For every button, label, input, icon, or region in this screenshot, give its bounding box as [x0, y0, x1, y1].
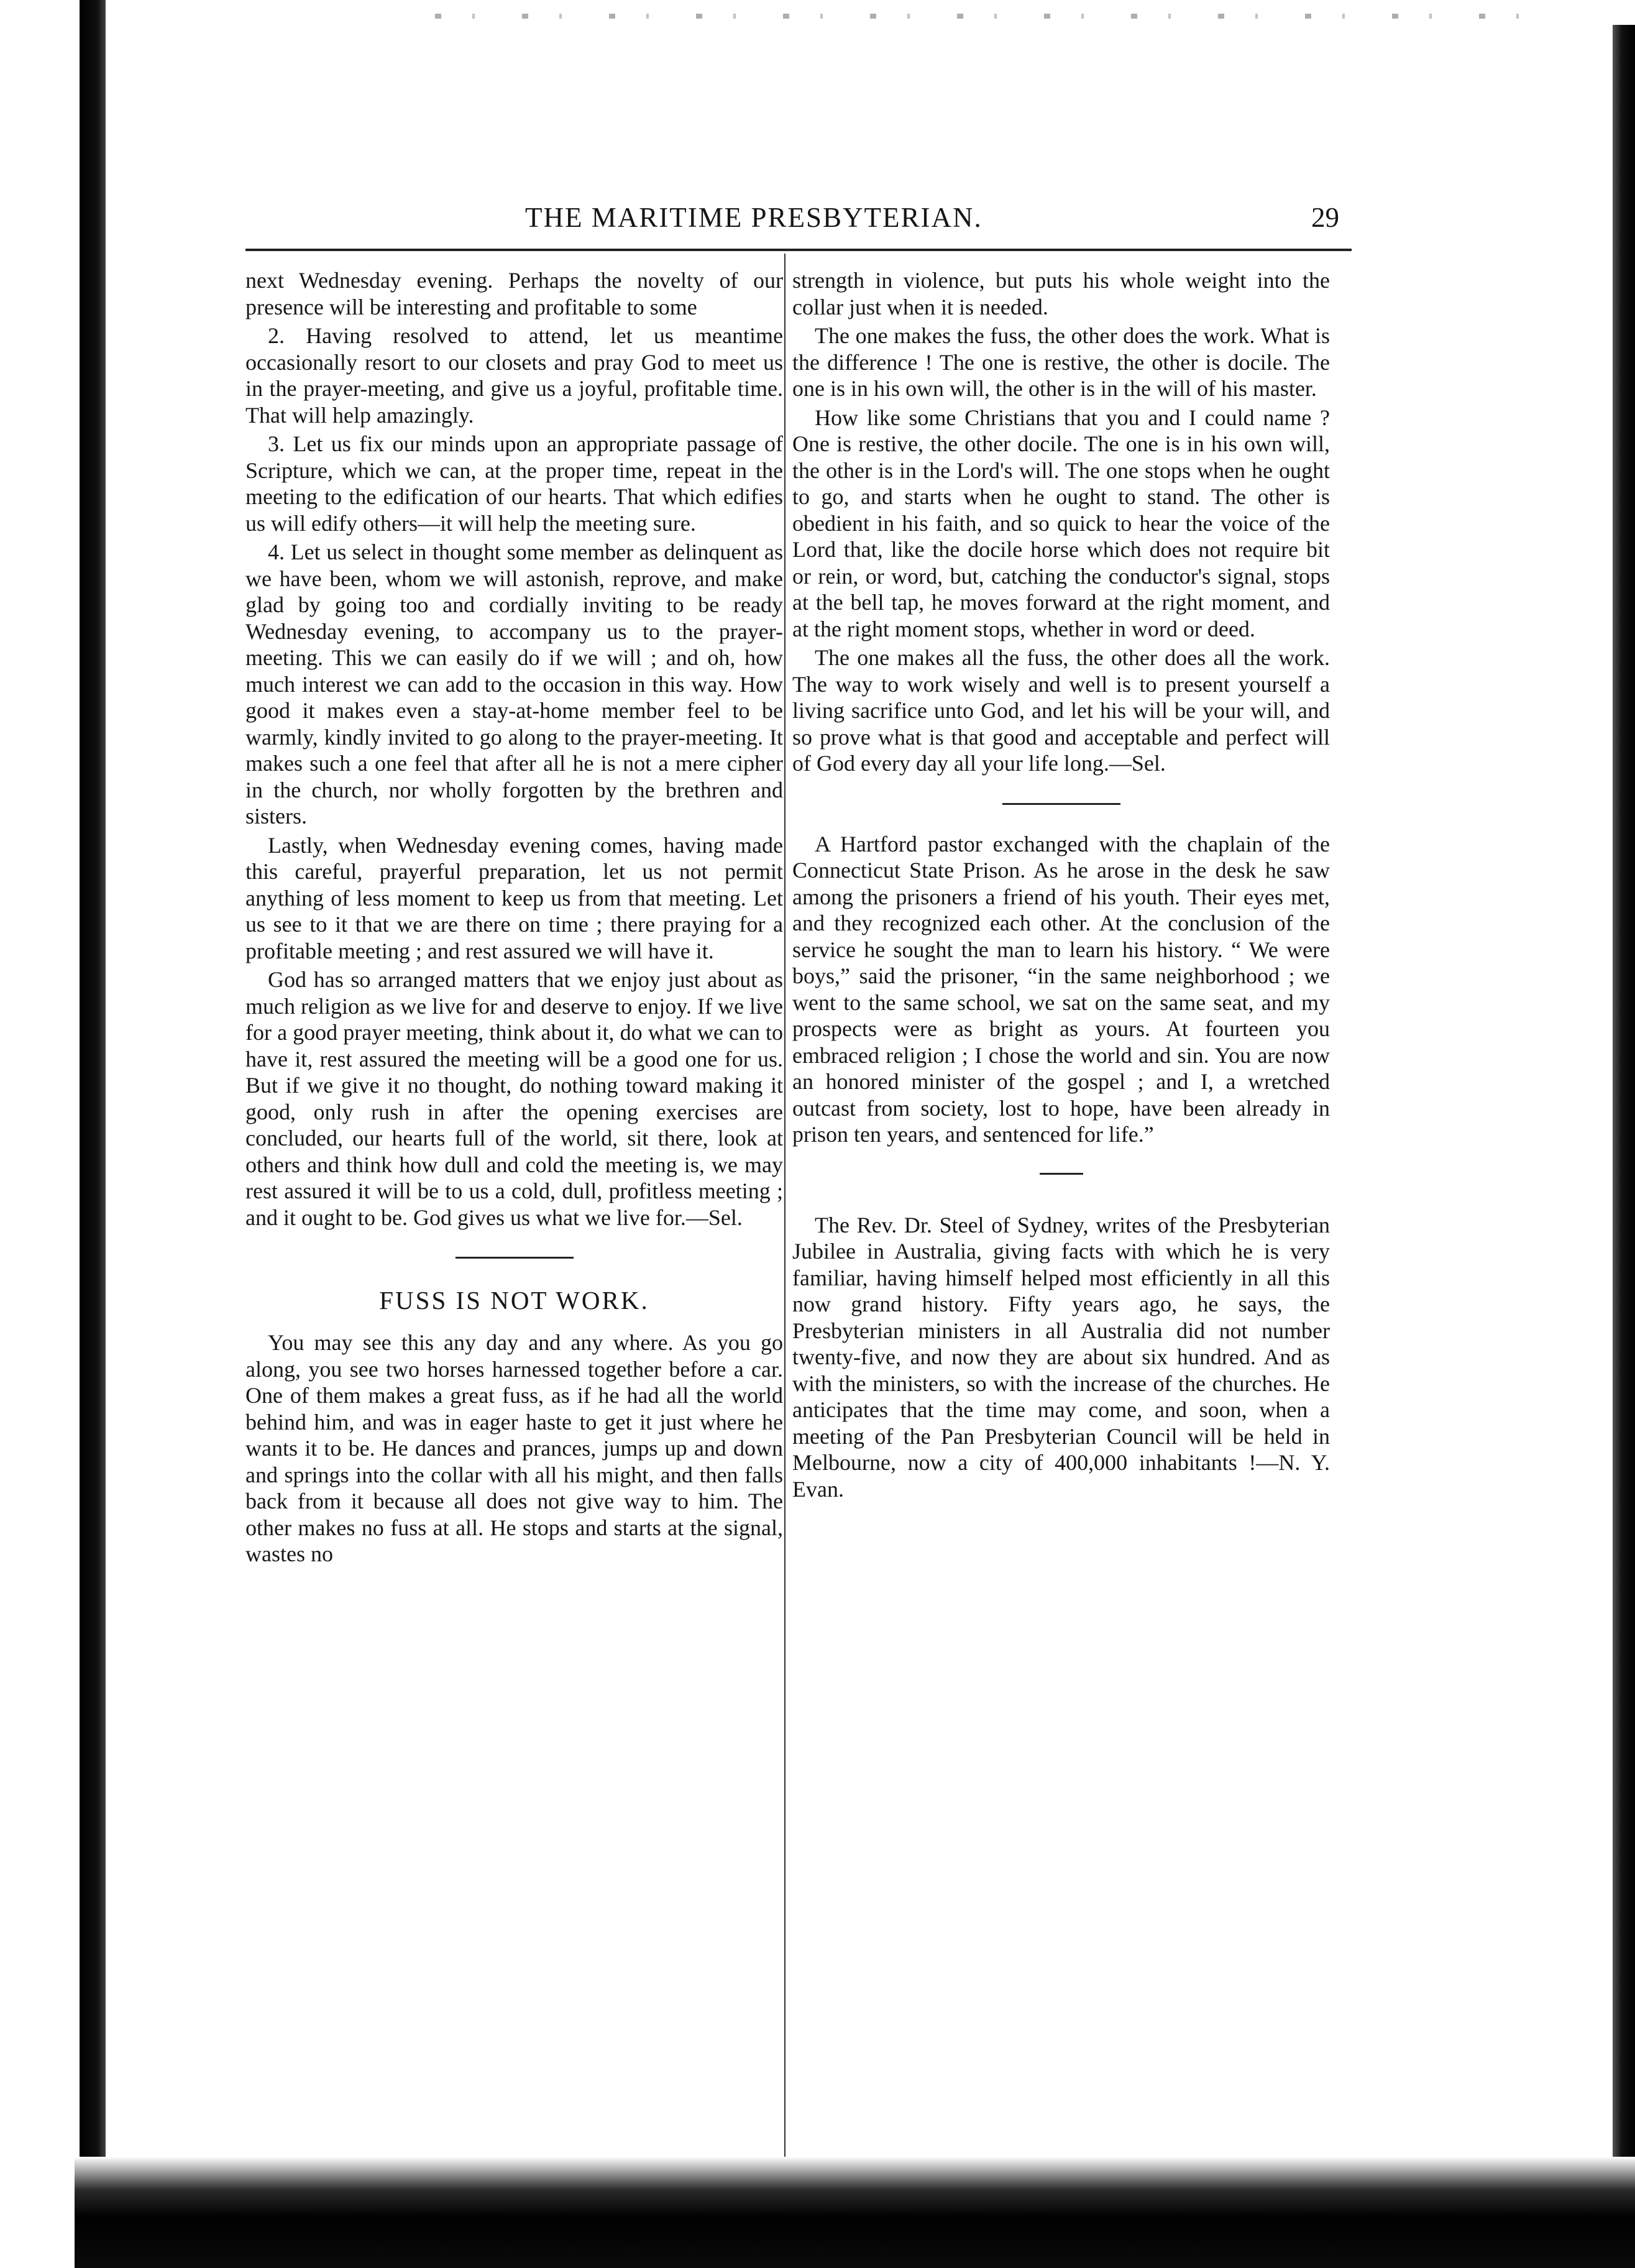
header-rule [245, 249, 1352, 251]
paragraph: You may see this any day and any where. As you go along, you see two horses harnessed together before a car. One of them makes a great fuss, as if he had all the world behind him, and was in eager haste to get it just where he wants it to be. He dances and prances, jumps up and down and springs into the collar with all his might, and then falls back from it because all does not give way to him. The other makes no fuss at all. He stops and starts at the signal, wastes no [245, 1330, 783, 1566]
paragraph: The one makes all the fuss, the other does all the work. The way to work wisely and well is to present yourself a living sacrifice unto God, and let his will be your will, and so prove what is that good and acceptable and perfect will of God every day all your life long.—Sel. [792, 645, 1330, 776]
paragraph: next Wednesday evening. Perhaps the novelty of our presence will be interesting and profitable to some [245, 268, 783, 319]
scan-shadow-right [1613, 25, 1635, 2169]
section-title: FUSS IS NOT WORK. [379, 1286, 649, 1315]
paragraph: 2. Having resolved to attend, let us meantime occasionally resort to our closets and pray God to meet us in the prayer-meeting, and give us a joyful, profitable time. That will help amazingly. [245, 323, 783, 428]
column-divider [784, 254, 785, 2211]
paragraph: A Hartford pastor exchanged with the chaplain of the Connecticut State Prison. As he arose in the desk he saw among the prisoners a friend of his youth. Their eyes met, and they recognized each other. At the conclusion of the service he sought the man to learn his history. “ We were boys,” said the prisoner, “in the same neighborhood ; we went to the same school, we sat on the same seat, and my prospects were as bright as yours. At fourteen you embraced religion ; I chose the world and sin. You are now an honored minister of the gospel ; and I, a wretched outcast from society, lost to hope, have been already in prison ten years, and sentenced for life.” [792, 831, 1330, 1147]
scan-shadow-left [80, 0, 106, 2188]
paragraph: 3. Let us fix our minds upon an appropriate passage of Scripture, which we can, at the proper time, repeat in the meeting to the edification of our hearts. That which edifies us will edify others—it will help the meeting sure. [245, 431, 783, 536]
section-divider [1002, 803, 1120, 805]
paragraph: 4. Let us select in thought some member as delinquent as we have been, whom we will astonish, reprove, and make glad by going too and cordially inviting to be ready Wednesday evening, to accompany us to the prayer-meeting. This we can easily do if we will ; and oh, how much interest we can add to the occasion in this way. How good it makes even a stay-at-home member feel to be warmly, kindly invited to go along to the prayer-meeting. It makes such a one feel that after all he is not a mere cipher in the church, nor wholly forgotten by the brethren and sisters. [245, 539, 783, 829]
scan-noise [435, 14, 1554, 19]
running-head [245, 198, 1352, 237]
paragraph: God has so arranged matters that we enjoy just about as much religion as we live for and deserve to enjoy. If we live for a good prayer meeting, think about it, do what we can to have it, rest assured the meeting will be a good one for us. But if we give it no thought, do nothing toward making it good, only rush in after the opening exercises are concluded, our hearts full of the world, sit there, look at others and think how dull and cold the meeting is, we may rest assured it will be to us a cold, dull, profitless meeting ; and it ought to be. God gives us what we live for.—Sel. [245, 967, 783, 1230]
left-column [245, 267, 783, 1568]
section-divider [1040, 1173, 1083, 1175]
paragraph: strength in violence, but puts his whole weight into the collar just when it is needed. [792, 268, 1330, 319]
paragraph: The Rev. Dr. Steel of Sydney, writes of the Presbyterian Jubilee in Australia, giving facts with which he is very familiar, having himself helped most efficiently in all this now grand history. Fifty years ago, he says, the Presbyterian ministers in all Australia did not number twenty-five, and now they are about six hundred. And as with the ministers, so with the increase of the churches. He anticipates that the time may come, and soon, when a meeting of the Pan Presbyterian Council will be held in Melbourne, now a city of 400,000 inhabitants !—N. Y. Evan. [792, 1212, 1330, 1502]
paragraph: How like some Christians that you and I could name ? One is restive, the other docile. The one is in his own will, the other is in the Lord's will. The one stops when he ought to go, and starts when he ought to stand. The other is obedient in his faith, and so quick to hear the voice of the Lord that, like the docile horse which does not require bit or rein, or word, but, catching the conductor's signal, stops at the bell tap, he moves forward at the right moment, and at the right moment stops, whether in word or deed. [792, 405, 1330, 641]
section-divider [456, 1257, 574, 1259]
page-title: THE MARITIME PRESBYTERIAN. [525, 202, 982, 233]
page-number: 29 [1311, 202, 1339, 233]
paragraph: Lastly, when Wednesday evening comes, having made this careful, prayerful preparation, let us not permit anything of less moment to keep us from that meeting. Let us see to it that we are there on time ; there praying for a profitable meeting ; and rest assured we will have it. [245, 832, 783, 963]
right-column [792, 267, 1330, 1502]
scan-shadow-bottom [75, 2157, 1635, 2268]
paragraph: The one makes the fuss, the other does the work. What is the difference ! The one is restive, the other is docile. The one is in his own will, the other is in the will of his master. [792, 323, 1330, 401]
